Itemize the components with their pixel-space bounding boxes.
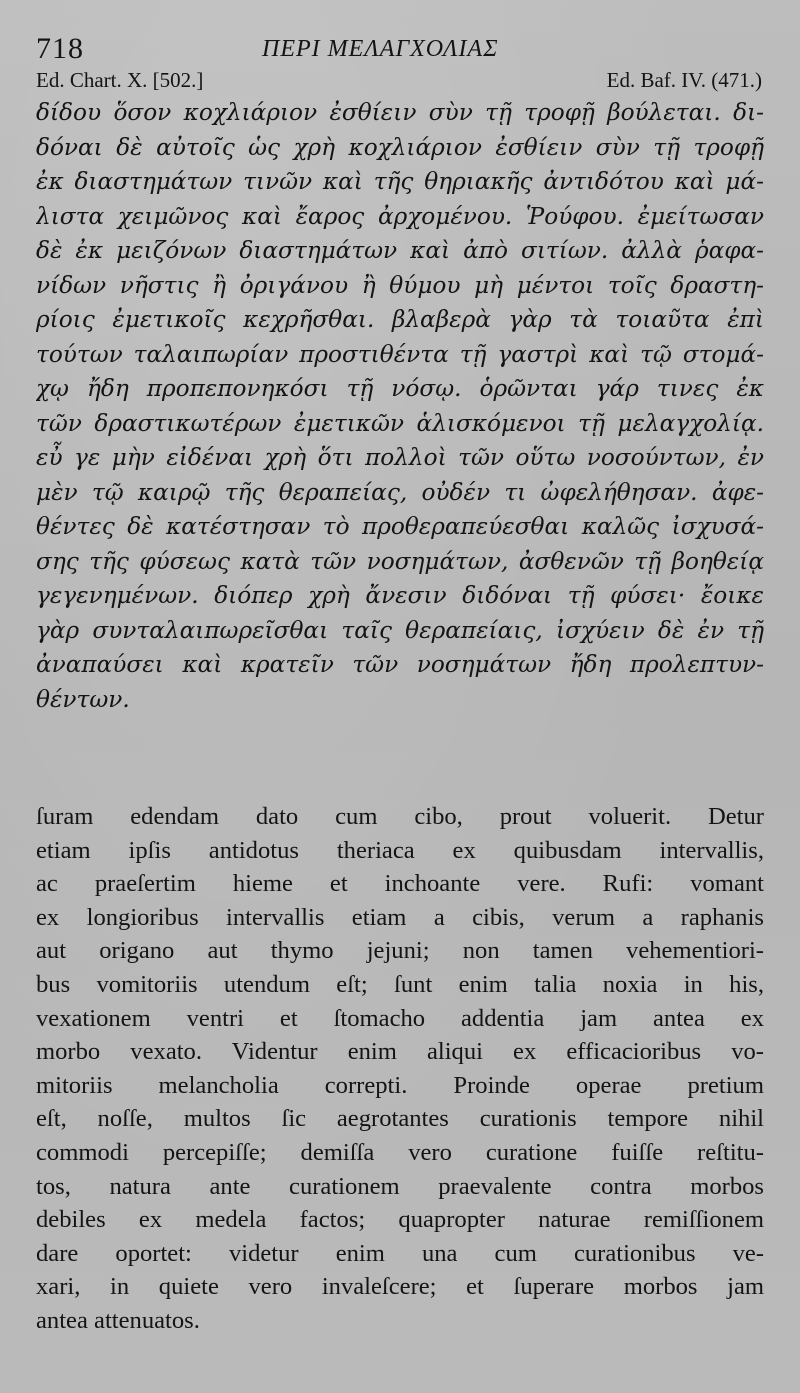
greek-line: δόναι δὲ αὐτοῖς ὡς χρὴ κοχλιάριον ἐσθίειν σὺν τῇ τροφῇ [36, 133, 764, 161]
greek-line: ἐκ διαστημάτων τινῶν καὶ τῆς θηριακῆς ἀντιδότου καὶ μά- [36, 168, 764, 195]
latin-line: ſuram edendam dato cum cibo, prout voluerit. Detur [36, 803, 764, 830]
greek-line: τῶν δραστικωτέρων ἐμετικῶν ἁλισκόμενοι τῇ μελαγχολίᾳ. [36, 409, 764, 437]
latin-line: eſt, noſſe, multos ſic aegrotantes curationis tempore nihil [36, 1105, 764, 1133]
greek-line: θέντων. [36, 685, 130, 713]
latin-line: commodi percepiſſe; demiſſa vero curatione fuiſſe reſtitu- [36, 1138, 764, 1166]
latin-line: debiles ex medela factos; quapropter naturae remiſſionem [36, 1206, 764, 1234]
edition-reference-basel: Ed. Baf. IV. (471.) [606, 68, 762, 92]
latin-line: ex longioribus intervallis etiam a cibis, verum a raphanis [36, 903, 764, 931]
greek-line: γὰρ συνταλαιπωρεῖσθαι ταῖς θεραπείαις, ἰσχύειν δὲ ἐν τῇ [36, 616, 764, 644]
latin-line: dare oportet: videtur enim una cum curationibus ve- [36, 1239, 764, 1267]
greek-line: ἀναπαύσει καὶ κρατεῖν τῶν νοσημάτων ἤδη προλεπτυν- [36, 651, 764, 678]
latin-line: xari, in quiete vero invaleſcere; et ſuperare morbos jam [36, 1273, 764, 1301]
greek-line: δίδου ὅσον κοχλιάριον ἐσθίειν σὺν τῇ τροφῇ βούλεται. δι- [36, 99, 764, 126]
greek-line: μὲν τῷ καιρῷ τῆς θεραπείας, οὐδέν τι ὠφελήθησαν. ἀφε- [36, 478, 764, 506]
greek-line: εὖ γε μὴν εἰδέναι χρὴ ὅτι πολλοὶ τῶν οὕτω νοσούντων, ἐν [36, 444, 764, 471]
latin-line: bus vomitoriis utendum eſt; ſunt enim talia noxia in his, [36, 970, 764, 998]
running-title: ΠΕΡΙ ΜΕΛΑΓΧΟΛΙΑΣ [262, 36, 499, 62]
greek-line: θέντες δὲ κατέστησαν τὸ προθεραπεύεσθαι καλῶς ἰσχυσά- [36, 513, 764, 540]
latin-line: mitoriis melancholia correpti. Proinde operae pretium [36, 1071, 764, 1099]
page-header [36, 30, 764, 70]
greek-line: χῳ ἤδη προπεπονηκόσι τῇ νόσῳ. ὁρῶνται γάρ τινες ἐκ [36, 375, 764, 402]
latin-line: ac praeſertim hieme et inchoante vere. Rufi: vomant [36, 870, 764, 898]
edition-reference-line [36, 68, 762, 96]
latin-line: aut origano aut thymo jejuni; non tamen vehementiori- [36, 937, 764, 965]
page-number: 718 [36, 32, 84, 65]
latin-text-block [36, 800, 764, 1338]
edition-reference-chartier: Ed. Chart. X. [502.] [36, 68, 204, 92]
latin-line: etiam ipſis antidotus theriaca ex quibusdam intervallis, [36, 836, 764, 864]
latin-line: morbo vexato. Videntur enim aliqui ex efficacioribus vo- [36, 1038, 764, 1066]
latin-line: tos, natura ante curationem praevalente contra morbos [36, 1172, 764, 1200]
greek-line: λιστα χειμῶνος καὶ ἔαρος ἀρχομένου. Ῥούφου. ἐμείτωσαν [36, 202, 764, 230]
greek-line: γεγενημένων. διόπερ χρὴ ἄνεσιν διδόναι τῇ φύσει· ἔοικε [36, 582, 764, 609]
greek-line: νίδων νῆστις ἢ ὀριγάνου ἢ θύμου μὴ μέντοι τοῖς δραστη- [36, 271, 764, 299]
greek-line: σης τῆς φύσεως κατὰ τῶν νοσημάτων, ἀσθενῶν τῇ βοηθείᾳ [36, 547, 764, 575]
latin-line: vexationem ventri et ſtomacho addentia jam antea ex [36, 1004, 764, 1032]
greek-line: δὲ ἐκ μειζόνων διαστημάτων καὶ ἀπὸ σιτίων. ἀλλὰ ῥαφα- [36, 237, 764, 264]
greek-line: τούτων ταλαιπωρίαν προστιθέντα τῇ γαστρὶ καὶ τῷ στομά- [36, 340, 764, 368]
latin-line: antea attenuatos. [36, 1306, 200, 1334]
greek-line: ρίοις ἐμετικοῖς κεχρῆσθαι. βλαβερὰ γὰρ τὰ τοιαῦτα ἐπὶ [36, 306, 764, 333]
greek-text-block [36, 96, 764, 717]
